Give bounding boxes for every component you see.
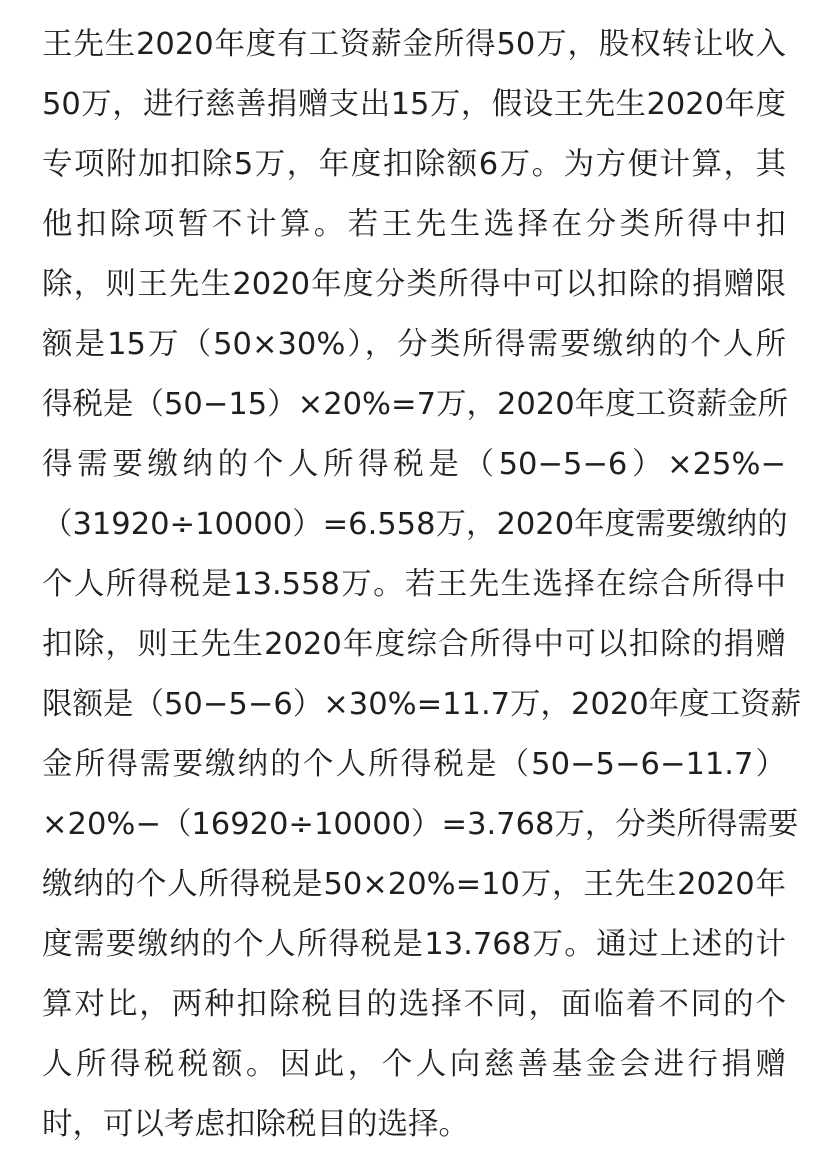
text-line-3: 专项附加扣除5万，年度扣除额6万。为方便计算，其 [42, 147, 786, 182]
text-line-15: 缴纳的个人所得税是50×20%=10万，王先生2020年 [42, 867, 786, 902]
text-line-11: 扣除，则王先生2020年度综合所得中可以扣除的捐赠 [42, 627, 786, 662]
text-line-17: 算对比，两种扣除税目的选择不同，面临着不同的个 [42, 987, 786, 1022]
text-line-8: 得需要缴纳的个人所得税是（50−5−6）×25%− [42, 447, 786, 482]
text-line-6: 额是15万（50×30%），分类所得需要缴纳的个人所 [42, 327, 786, 362]
text-line-13: 金所得需要缴纳的个人所得税是（50−5−6−11.7） [42, 747, 786, 782]
text-line-12: 限额是（50−5−6）×30%=11.7万，2020年度工资薪 [42, 687, 802, 722]
text-line-1: 王先生2020年度有工资薪金所得50万，股权转让收入 [42, 27, 786, 62]
text-line-5: 除，则王先生2020年度分类所得中可以扣除的捐赠限 [42, 267, 786, 302]
text-line-7: 得税是（50−15）×20%=7万，2020年度工资薪金所 [42, 387, 789, 422]
text-line-16: 度需要缴纳的个人所得税是13.768万。通过上述的计 [42, 927, 786, 962]
text-line-2: 50万，进行慈善捐赠支出15万，假设王先生2020年度 [42, 87, 786, 122]
text-line-9: （31920÷10000）=6.558万，2020年度需要缴纳的 [42, 507, 788, 542]
text-line-18: 人所得税税额。因此，个人向慈善基金会进行捐赠 [42, 1047, 786, 1082]
text-line-4: 他扣除项暂不计算。若王先生选择在分类所得中扣 [42, 207, 786, 242]
text-line-14: ×20%−（16920÷10000）=3.768万，分类所得需要 [42, 807, 799, 842]
text-line-10: 个人所得税是13.558万。若王先生选择在综合所得中 [42, 567, 786, 602]
text-line-19: 时，可以考虑扣除税目的选择。 [42, 1107, 469, 1142]
